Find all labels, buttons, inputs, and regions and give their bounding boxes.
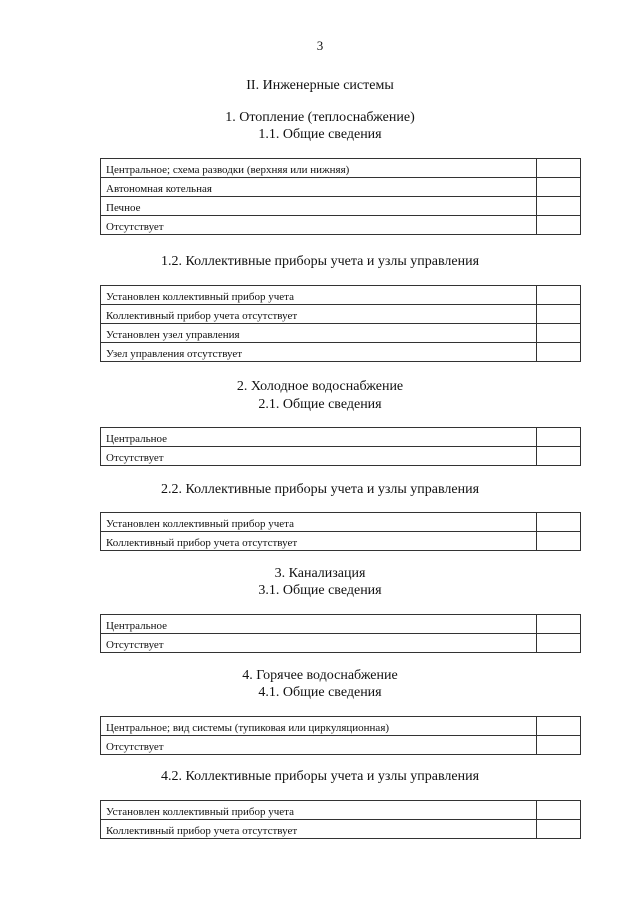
check-cell[interactable] (537, 736, 581, 755)
table-row (101, 324, 581, 343)
hot-water-general-table (100, 716, 581, 755)
row-label: Установлен коллективный прибор учета (101, 286, 537, 305)
cold-water-meters-table (100, 512, 581, 551)
table-row (101, 197, 581, 216)
row-label: Установлен коллективный прибор учета (101, 801, 537, 820)
page-number: 3 (316, 38, 324, 53)
row-label: Отсутствует (101, 216, 537, 235)
hot-water-meters-table (100, 800, 581, 839)
check-cell[interactable] (537, 513, 581, 532)
table-row (101, 801, 581, 820)
table-row (101, 532, 581, 551)
heating-meters-title: 1.2. Коллективные приборы учета и узлы управления (160, 254, 480, 269)
table-row (101, 343, 581, 362)
table-row (101, 216, 581, 235)
table-row (101, 513, 581, 532)
check-cell[interactable] (537, 178, 581, 197)
table-row (101, 634, 581, 653)
row-label: Отсутствует (101, 736, 537, 755)
cold-water-general-table (100, 427, 581, 466)
row-label: Узел управления отсутствует (101, 343, 537, 362)
row-label: Установлен коллективный прибор учета (101, 513, 537, 532)
row-label: Центральное (101, 615, 537, 634)
check-cell[interactable] (537, 447, 581, 466)
row-label: Центральное (101, 428, 537, 447)
row-label: Автономная котельная (101, 178, 537, 197)
row-label: Отсутствует (101, 634, 537, 653)
check-cell[interactable] (537, 820, 581, 839)
check-cell[interactable] (537, 197, 581, 216)
row-label: Центральное; вид системы (тупиковая или циркуляционная) (101, 717, 537, 736)
cold-water-general-title: 2.1. Общие сведения (258, 397, 382, 412)
table-row (101, 428, 581, 447)
check-cell[interactable] (537, 428, 581, 447)
check-cell[interactable] (537, 717, 581, 736)
cold-water-title: 2. Холодное водоснабжение (236, 379, 404, 394)
heating-title: 1. Отопление (теплоснабжение) (225, 110, 415, 125)
check-cell[interactable] (537, 615, 581, 634)
check-cell[interactable] (537, 324, 581, 343)
hot-water-general-title: 4.1. Общие сведения (258, 685, 382, 700)
hot-water-title: 4. Горячее водоснабжение (242, 668, 398, 683)
table-row (101, 178, 581, 197)
row-label: Установлен узел управления (101, 324, 537, 343)
check-cell[interactable] (537, 159, 581, 178)
table-row (101, 159, 581, 178)
sewerage-general-table (100, 614, 581, 653)
row-label: Коллективный прибор учета отсутствует (101, 305, 537, 324)
check-cell[interactable] (537, 305, 581, 324)
section-title: II. Инженерные системы (246, 78, 394, 93)
check-cell[interactable] (537, 634, 581, 653)
cold-water-meters-title: 2.2. Коллективные приборы учета и узлы управления (160, 482, 480, 497)
row-label: Печное (101, 197, 537, 216)
table-row (101, 717, 581, 736)
row-label: Коллективный прибор учета отсутствует (101, 532, 537, 551)
table-row (101, 736, 581, 755)
heating-general-title: 1.1. Общие сведения (258, 127, 382, 142)
sewerage-general-title: 3.1. Общие сведения (258, 583, 382, 598)
check-cell[interactable] (537, 801, 581, 820)
sewerage-title: 3. Канализация (274, 566, 366, 581)
table-row (101, 820, 581, 839)
table-row (101, 447, 581, 466)
heating-general-table (100, 158, 581, 235)
check-cell[interactable] (537, 216, 581, 235)
hot-water-meters-title: 4.2. Коллективные приборы учета и узлы управления (160, 769, 480, 784)
row-label: Коллективный прибор учета отсутствует (101, 820, 537, 839)
heating-meters-table (100, 285, 581, 362)
table-row (101, 286, 581, 305)
row-label: Отсутствует (101, 447, 537, 466)
check-cell[interactable] (537, 532, 581, 551)
table-row (101, 305, 581, 324)
table-row (101, 615, 581, 634)
row-label: Центральное; схема разводки (верхняя или нижняя) (101, 159, 537, 178)
check-cell[interactable] (537, 286, 581, 305)
check-cell[interactable] (537, 343, 581, 362)
